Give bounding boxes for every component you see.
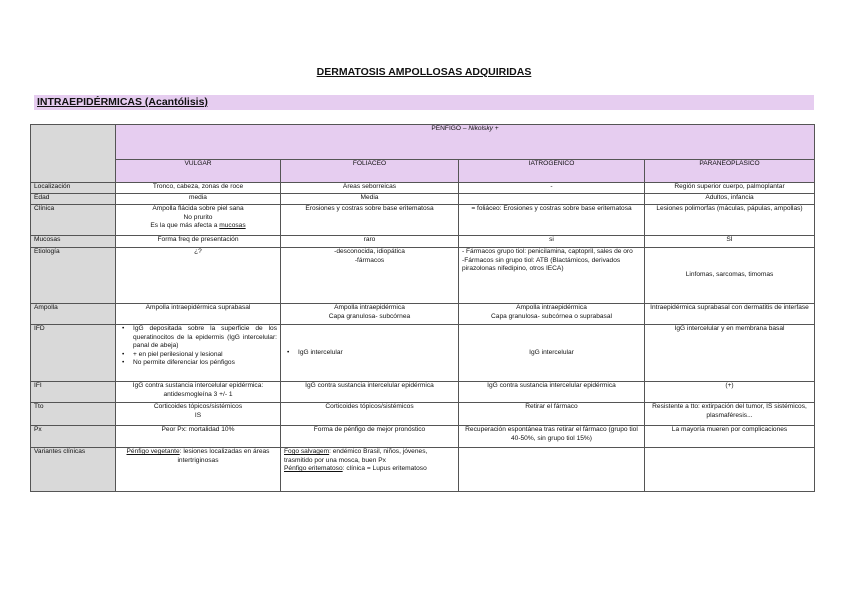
cell-text: : clínica = Lupus eritematoso xyxy=(342,465,427,473)
pemfigo-header xyxy=(116,125,815,160)
cell: Recuperación espontánea tras retirar el fármaco (grupo tiol 40-50%, sin grupo tiol 15%) xyxy=(459,426,645,448)
row-label: IFI xyxy=(31,382,116,403)
row-px xyxy=(31,426,815,448)
row-label: Edad xyxy=(31,194,116,205)
ifd-list xyxy=(284,349,455,358)
cell: IgG contra sustancia intercelular epidérmica: antidesmogleína 3 +/- 1 xyxy=(116,382,281,403)
row-etiologia xyxy=(31,248,815,304)
cell: Peor Px: mortalidad 10% xyxy=(116,426,281,448)
corner-cell xyxy=(31,125,116,183)
cell xyxy=(116,325,281,382)
cell-line: -Fármacos sin grupo tiol: ATB (Blactámicos, derivados pirazolonas nifedipino, otros IECA) xyxy=(462,256,621,273)
row-label: Ampolla xyxy=(31,304,116,325)
ifd-list xyxy=(119,325,277,368)
cell: Áreas seborreicas xyxy=(281,183,459,194)
row-mucosas xyxy=(31,236,815,248)
row-label: Px xyxy=(31,426,116,448)
cell: Forma freq de presentación xyxy=(116,236,281,248)
cell xyxy=(281,248,459,304)
nikolsky-label: Nikolsky + xyxy=(468,125,499,132)
cell xyxy=(645,448,815,492)
list-item: • No permite diferenciar los pénfigos xyxy=(133,359,277,368)
cell: Lesiones polimorfas (máculas, pápulas, ampollas) xyxy=(645,205,815,236)
list-item: • IgG intercelular xyxy=(298,349,455,358)
cell-line xyxy=(284,448,455,465)
cell: IgG intercelular xyxy=(459,325,645,382)
row-variantes xyxy=(31,448,815,492)
cell: Erosiones y costras sobre base eritematosa xyxy=(281,205,459,236)
cell: Región superior cuerpo, palmoplantar xyxy=(645,183,815,194)
row-label: IFD xyxy=(31,325,116,382)
cell: La mayoría mueren por complicaciones xyxy=(645,426,815,448)
cell: (+) xyxy=(645,382,815,403)
cell-line: IS xyxy=(194,411,202,419)
cell: IgG contra sustancia intercelular epidérmica xyxy=(459,382,645,403)
row-ampolla xyxy=(31,304,815,325)
row-label: Etiología xyxy=(31,248,116,304)
row-tto xyxy=(31,403,815,426)
col-iatrogenico: IATROGÉNICO xyxy=(459,160,645,183)
cell: Intraepidérmica suprabasal con dermatitis de interfase xyxy=(645,304,815,325)
cell xyxy=(281,325,459,382)
cell: si xyxy=(459,236,645,248)
cell xyxy=(116,205,281,236)
cell xyxy=(459,304,645,325)
cell: Forma de pénfigo de mejor pronóstico xyxy=(281,426,459,448)
pemfigo-label: PÉNFIGO – xyxy=(431,125,467,132)
cell: - xyxy=(459,183,645,194)
cell xyxy=(281,448,459,492)
col-paraneoplasico: PARANEOPLÁSICO xyxy=(645,160,815,183)
document-title: DERMATOSIS AMPOLLOSAS ADQUIRIDAS xyxy=(316,66,532,78)
cell: Retirar el fármaco xyxy=(459,403,645,426)
cell: Resistente a tto: extirpación del tumor, IS sistémicos, plasmaféresis... xyxy=(645,403,815,426)
cell xyxy=(459,248,645,304)
list-item: • + en piel perilesional y lesional xyxy=(133,351,277,360)
group-header-row xyxy=(31,125,815,160)
cell-line: Ampolla intraepidérmica xyxy=(334,304,405,311)
cell-text-underlined: Pénfigo vegetante xyxy=(126,448,180,455)
cell xyxy=(116,403,281,426)
cell: Ampolla intraepidérmica suprabasal xyxy=(116,304,281,325)
cell: IgG intercelular y en membrana basal xyxy=(645,325,815,382)
cell xyxy=(459,448,645,492)
row-localizacion xyxy=(31,183,815,194)
cell-text: Es la que más afecta a xyxy=(150,222,220,230)
cell-text: : endémico Brasil, niños, jóvenes, trasmitido por una mosca, buen Px xyxy=(284,448,428,464)
row-ifd xyxy=(31,325,815,382)
cell: Adultos, infancia xyxy=(645,194,815,205)
cell-text-underlined: Pénfigo eritematoso xyxy=(284,465,343,473)
cell: IgG contra sustancia intercelular epidérmica xyxy=(281,382,459,403)
row-clinica xyxy=(31,205,815,236)
cell-line: Capa granulosa- subcórnea o suprabasal xyxy=(491,312,612,320)
col-vulgar: VULGAR xyxy=(116,160,281,183)
row-label: Clínica xyxy=(31,205,116,236)
column-header-row xyxy=(31,160,815,183)
row-label: Localización xyxy=(31,183,116,194)
row-label: Mucosas xyxy=(31,236,116,248)
cell: Linfomas, sarcomas, timomas xyxy=(645,248,815,304)
cell: media xyxy=(116,194,281,205)
cell-line: -desconocida, idiopática xyxy=(334,248,405,255)
cell: ¿? xyxy=(116,248,281,304)
cell: Media xyxy=(281,194,459,205)
cell-line: Ampolla flácida sobre piel sana xyxy=(152,205,244,212)
cell xyxy=(459,194,645,205)
cell-line: Corticoides tópicos/sistémicos xyxy=(153,403,243,410)
cell-line: No prurito xyxy=(183,213,213,221)
cell: SÍ xyxy=(645,236,815,248)
cell-text-underlined: mucosas xyxy=(219,222,246,230)
row-edad xyxy=(31,194,815,205)
cell: Tronco, cabeza, zonas de roce xyxy=(116,183,281,194)
section-title: INTRAEPIDÉRMICAS (Acantólisis) xyxy=(37,96,208,108)
cell xyxy=(116,448,281,492)
cell: raro xyxy=(281,236,459,248)
cell-line: -fármacos xyxy=(354,256,385,264)
cell: = foliáceo: Erosiones y costras sobre base eritematosa xyxy=(459,205,645,236)
col-foliaceo: FOLIÁCEO xyxy=(281,160,459,183)
cell: Corticoides tópicos/sistémicos xyxy=(281,403,459,426)
cell-line xyxy=(284,465,455,474)
list-item: • IgG depositada sobre la superficie de los queratinocitos de la epidermis (IgG intercelular: panal de abeja) xyxy=(133,325,277,351)
cell-line xyxy=(119,222,277,231)
cell-line: Capa granulosa- subcórnea xyxy=(328,312,411,320)
cell-line: Ampolla intraepidérmica xyxy=(516,304,587,311)
row-label: Variantes clínicas xyxy=(31,448,116,492)
cell xyxy=(281,304,459,325)
cell-text: : lesiones localizadas en áreas intertriginosas xyxy=(177,448,270,464)
cell-line: - Fármacos grupo tiol: penicilamina, captopril, sales de oro xyxy=(462,248,633,255)
row-label: Tto xyxy=(31,403,116,426)
cell-text-underlined: Fogo salvagem xyxy=(284,448,330,455)
pemphigus-table xyxy=(30,124,815,492)
row-ifi xyxy=(31,382,815,403)
